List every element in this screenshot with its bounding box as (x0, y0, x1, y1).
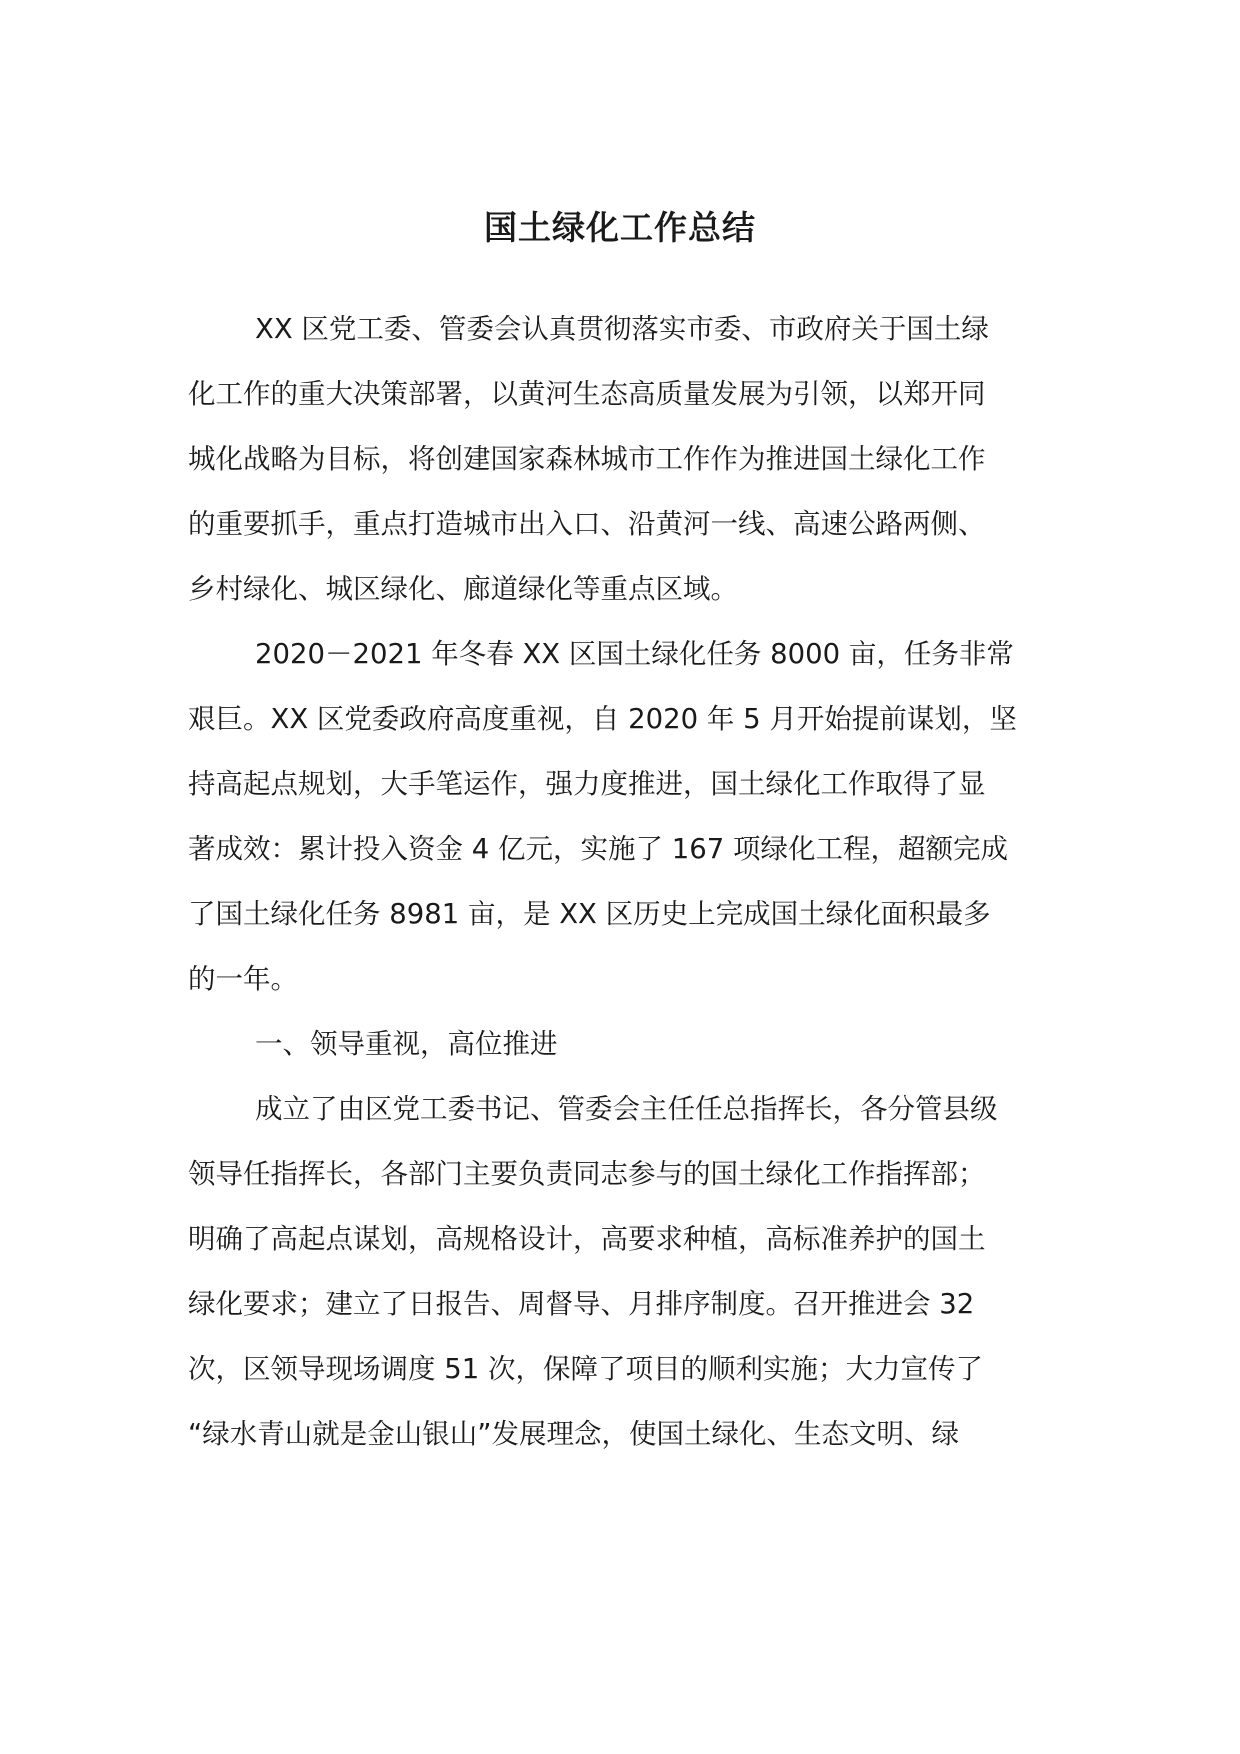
paragraph-line: 乡村绿化、城区绿化、廊道绿化等重点区域。 (188, 573, 738, 605)
paragraph-line: 次，区领导现场调度 51 次，保障了项目的顺利实施；大力宣传了 (188, 1353, 983, 1385)
document-body (188, 297, 1068, 1467)
paragraph-line: 持高起点规划，大手笔运作，强力度推进，国土绿化工作取得了显 (188, 768, 986, 800)
paragraph-line: 2020－2021 年冬春 XX 区国土绿化任务 8000 亩，任务非常 (255, 638, 1014, 670)
paragraph-line: 化工作的重大决策部署，以黄河生态高质量发展为引领，以郑开同 (188, 378, 986, 410)
paragraph-line: 著成效：累计投入资金 4 亿元，实施了 167 项绿化工程，超额完成 (188, 833, 1008, 865)
paragraph-line: 成立了由区党工委书记、管委会主任任总指挥长，各分管县级 (255, 1093, 998, 1125)
paragraph-line: XX 区党工委、管委会认真贯彻落实市委、市政府关于国土绿 (255, 313, 989, 345)
paragraph-line: 了国土绿化任务 8981 亩，是 XX 区历史上完成国土绿化面积最多 (188, 898, 991, 930)
document-title: 国土绿化工作总结 (484, 208, 756, 247)
paragraph-line: 领导任指挥长，各部门主要负责同志参与的国土绿化工作指挥部； (188, 1158, 986, 1190)
paragraph-line: 明确了高起点谋划，高规格设计，高要求种植，高标准养护的国土 (188, 1223, 986, 1255)
paragraph-line: “绿水青山就是金山银山”发展理念，使国土绿化、生态文明、绿 (188, 1418, 959, 1450)
section-heading: 一、领导重视，高位推进 (255, 1028, 558, 1060)
paragraph-line: 城化战略为目标，将创建国家森林城市工作作为推进国土绿化工作 (188, 443, 986, 475)
paragraph-line: 的一年。 (188, 963, 298, 995)
paragraph-line: 的重要抓手，重点打造城市出入口、沿黄河一线、高速公路两侧、 (188, 508, 986, 540)
paragraph-line: 绿化要求；建立了日报告、周督导、月排序制度。召开推进会 32 (188, 1288, 975, 1320)
paragraph-line: 艰巨。XX 区党委政府高度重视，自 2020 年 5 月开始提前谋划，坚 (188, 703, 1017, 735)
